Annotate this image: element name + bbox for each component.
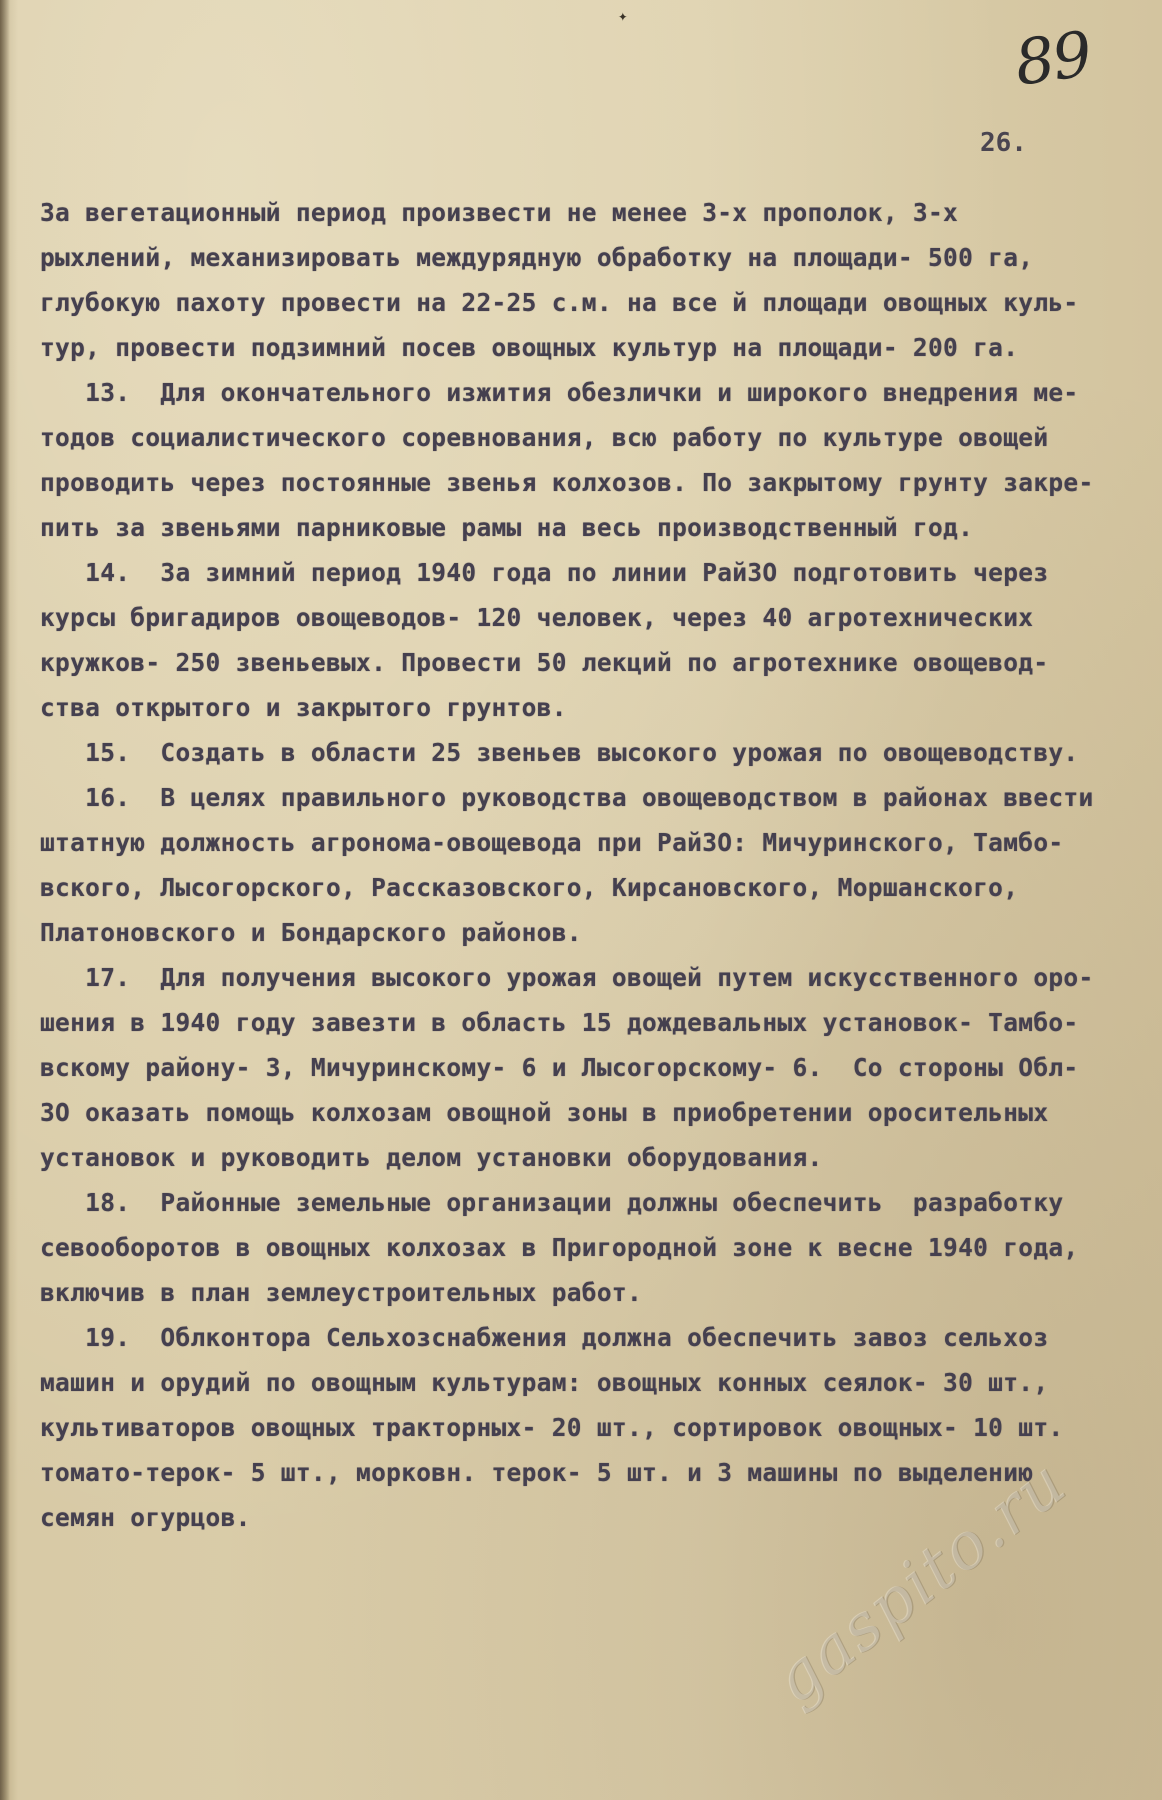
text-line: тур, провести подзимний посев овощных культур на площади- 200 га. (40, 333, 1019, 362)
text-line: 18. Районные земельные организации должны обеспечить разработку (40, 1188, 1064, 1217)
text-line: тодов социалистического соревнования, всю работу по культуре овощей (40, 423, 1049, 452)
text-line: штатную должность агронома-овощевода при РайЗО: Мичуринского, Тамбо- (40, 828, 1064, 857)
text-line: 17. Для получения высокого урожая овощей путем искусственного оро- (40, 963, 1094, 992)
pin-hole-mark: ✦ (618, 6, 628, 25)
text-line: 13. Для окончательного изжития обезлички и широкого внедрения ме- (40, 378, 1079, 407)
text-line: вскому району- 3, Мичуринскому- 6 и Лысогорскому- 6. Со стороны Обл- (40, 1053, 1079, 1082)
text-line: установок и руководить делом установки оборудования. (40, 1143, 823, 1172)
handwritten-folio-number: 89 (1010, 17, 1095, 100)
text-line: вского, Лысогорского, Рассказовского, Кирсановского, Моршанского, (40, 873, 1019, 902)
text-line: Платоновского и Бондарского районов. (40, 918, 582, 947)
text-line: ства открытого и закрытого грунтов. (40, 693, 567, 722)
page-number: 26. (980, 128, 1027, 158)
text-line: За вегетационный период произвести не менее 3-х прополок, 3-х (40, 198, 959, 227)
text-line: кружков- 250 звеньевых. Провести 50 лекций по агротехнике овощевод- (40, 648, 1049, 677)
site-watermark: gaspito.ru (760, 1445, 1081, 1719)
text-line: 14. За зимний период 1940 года по линии РайЗО подготовить через (40, 558, 1049, 587)
text-line: проводить через постоянные звенья колхозов. По закрытому грунту закре- (40, 468, 1094, 497)
text-line: рыхлений, механизировать междурядную обработку на площади- 500 га, (40, 243, 1034, 272)
text-line: пить за звеньями парниковые рамы на весь производственный год. (40, 513, 974, 542)
text-line: семян огурцов. (40, 1503, 251, 1532)
text-line: глубокую пахоту провести на 22-25 с.м. на все й площади овощных куль- (40, 288, 1079, 317)
text-line: машин и орудий по овощным культурам: овощных конных сеялок- 30 шт., (40, 1368, 1049, 1397)
typed-body-text (40, 190, 1140, 1540)
text-line: включив в план землеустроительных работ. (40, 1278, 643, 1307)
text-line: севооборотов в овощных колхозах в Пригородной зоне к весне 1940 года, (40, 1233, 1079, 1262)
text-line: культиваторов овощных тракторных- 20 шт., сортировок овощных- 10 шт. (40, 1413, 1064, 1442)
text-line: 16. В целях правильного руководства овощеводством в районах ввести (40, 783, 1094, 812)
text-line: шения в 1940 году завезти в область 15 дождевальных установок- Тамбо- (40, 1008, 1079, 1037)
text-line: 19. Облконтора Сельхозснабжения должна обеспечить завоз сельхоз (40, 1323, 1049, 1352)
text-line: 15. Создать в области 25 звеньев высокого урожая по овощеводству. (40, 738, 1079, 767)
text-line: курсы бригадиров овощеводов- 120 человек, через 40 агротехнических (40, 603, 1034, 632)
text-line: томато-терок- 5 шт., морковн. терок- 5 шт. и 3 машины по выделению (40, 1458, 1034, 1487)
text-line: ЗО оказать помощь колхозам овощной зоны в приобретении оросительных (40, 1098, 1049, 1127)
